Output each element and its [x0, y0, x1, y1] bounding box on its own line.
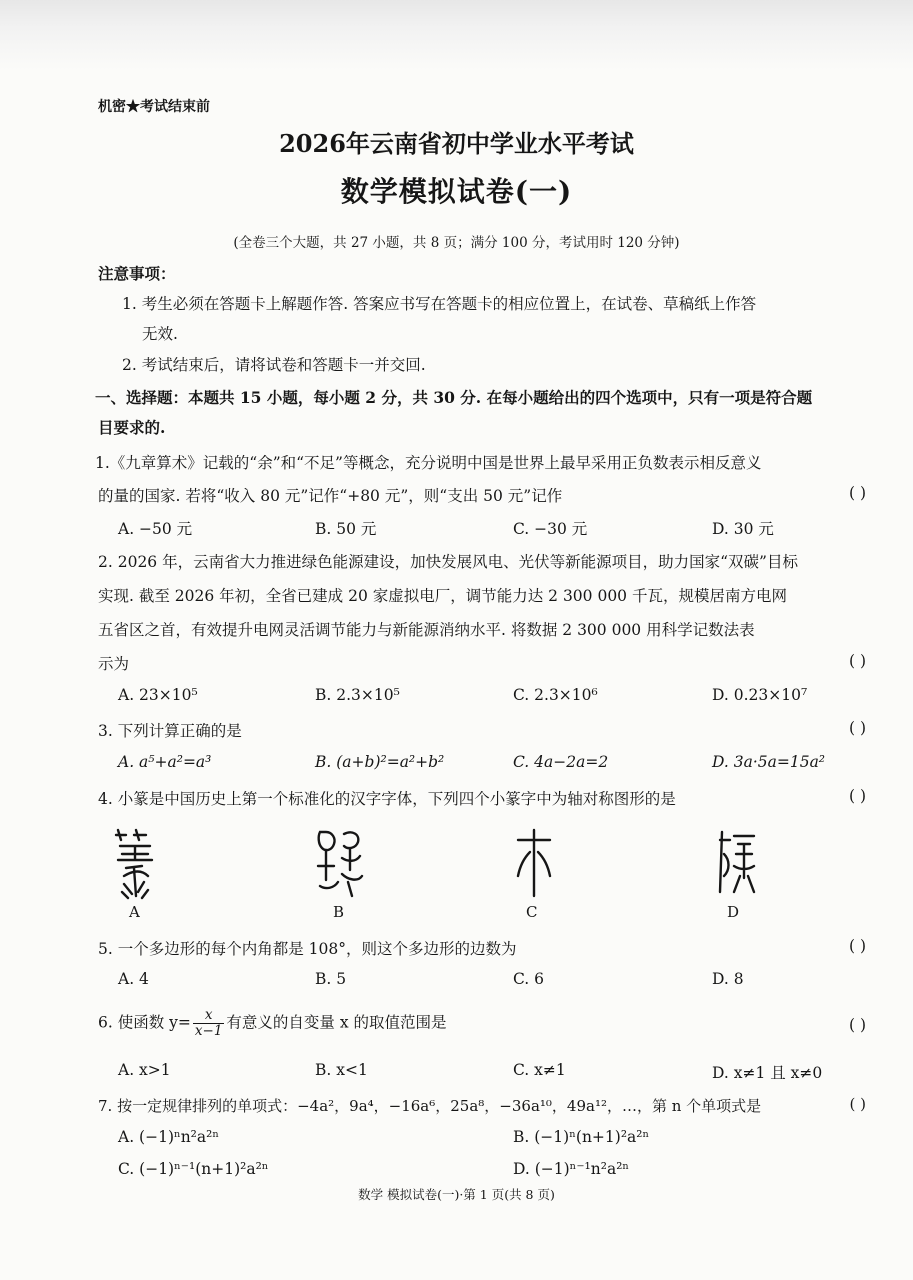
answer-blank-q6: ( )	[848, 1016, 866, 1034]
q4-label-c: C	[526, 903, 538, 921]
q6-fraction-denominator: x−1	[194, 1023, 223, 1039]
question-6-line-1	[98, 1008, 867, 1039]
answer-blank-q3: ( )	[848, 719, 866, 737]
page-top-shadow	[0, 0, 913, 70]
q6-fraction	[193, 1008, 225, 1039]
answer-blank-q1: ( )	[848, 484, 866, 502]
question-2-line-1: 2. 2026 年，云南省大力推进绿色能源建设，加快发展风电、光伏等新能源项目，助力国家“双碳”目标	[98, 553, 798, 571]
exam-subtitle: 数学模拟试卷(一)	[340, 175, 573, 208]
q7-option-b: B. (−1)ⁿ(n+1)²a²ⁿ	[513, 1128, 650, 1146]
q6-option-a: A. x>1	[118, 1061, 171, 1079]
q3-option-b: B. (a+b)²=a²+b²	[315, 753, 445, 771]
question-2-line-4: 示为	[98, 655, 130, 673]
answer-blank-q4: ( )	[848, 787, 866, 805]
q7-option-a: A. (−1)ⁿn²a²ⁿ	[118, 1128, 220, 1146]
answer-blank-q7: ( )	[849, 1095, 866, 1113]
q5-option-a: A. 4	[118, 970, 149, 988]
q5-option-c: C. 6	[513, 970, 545, 988]
notice-item-1-cont: 无效.	[142, 325, 178, 343]
q4-label-d: D	[727, 903, 740, 921]
question-2-line-3: 五省区之首，有效提升电网灵活调节能力与新能源消纳水平. 将数据 2 300 000 用科学记数法表	[98, 621, 755, 639]
page-footer: 数学 模拟试卷(一)·第 1 页(共 8 页)	[358, 1187, 555, 1202]
q3-option-d: D. 3a·5a=15a²	[712, 753, 826, 771]
exam-title: 2026年云南省初中学业水平考试	[279, 129, 634, 158]
seal-script-char-d	[710, 826, 758, 900]
q2-option-b: B. 2.3×10⁵	[315, 686, 400, 704]
exam-info: (全卷三个大题，共 27 小题，共 8 页；满分 100 分，考试用时 120 分钟)	[233, 235, 680, 251]
section-1-heading: 一、选择题：本题共 15 小题，每小题 2 分，共 30 分. 在每小题给出的四个选项中，只有一项是符合题	[95, 388, 813, 407]
q6-prefix: 6. 使函数 y=	[98, 1013, 191, 1032]
q6-option-d: D. x≠1 且 x≠0	[712, 1064, 823, 1082]
q4-label-a: A	[129, 903, 140, 921]
seal-script-char-c	[512, 826, 556, 900]
question-7-line-1: 7. 按一定规律排列的单项式：−4a²，9a⁴，−16a⁶，25a⁸，−36a¹⁰，49a¹²，…，第 n 个单项式是	[98, 1097, 762, 1115]
q2-option-a: A. 23×10⁵	[118, 686, 198, 704]
q4-label-b: B	[333, 903, 345, 921]
q6-option-b: B. x<1	[315, 1061, 368, 1079]
q1-option-b: B. 50 元	[315, 520, 377, 538]
seal-script-char-a	[112, 826, 158, 900]
q7-option-d: D. (−1)ⁿ⁻¹n²a²ⁿ	[513, 1160, 630, 1178]
answer-blank-q2: ( )	[848, 652, 866, 670]
q1-option-a: A. −50 元	[118, 520, 193, 538]
q3-option-a: A. a⁵+a²=a³	[118, 753, 212, 771]
q2-option-c: C. 2.3×10⁶	[513, 686, 598, 704]
q5-option-d: D. 8	[712, 970, 744, 988]
notice-heading: 注意事项：	[98, 264, 176, 283]
question-5-line-1: 5. 一个多边形的每个内角都是 108°，则这个多边形的边数为	[98, 940, 517, 958]
notice-item-2: 2. 考试结束后，请将试卷和答题卡一并交回.	[122, 356, 426, 374]
answer-blank-q5: ( )	[848, 937, 866, 955]
confidential-label: 机密★考试结束前	[98, 99, 210, 115]
question-4-line-1: 4. 小篆是中国历史上第一个标准化的汉字字体，下列四个小篆字中为轴对称图形的是	[98, 790, 676, 808]
notice-item-1: 1. 考生必须在答题卡上解题作答. 答案应书写在答题卡的相应位置上，在试卷、草稿纸上作答	[122, 295, 757, 313]
q7-option-c: C. (−1)ⁿ⁻¹(n+1)²a²ⁿ	[118, 1160, 269, 1178]
q1-option-c: C. −30 元	[513, 520, 588, 538]
q2-option-d: D. 0.23×10⁷	[712, 686, 808, 704]
question-1-line-2: 的量的国家. 若将“收入 80 元”记作“+80 元”，则“支出 50 元”记作	[98, 487, 563, 505]
question-3-line-1: 3. 下列计算正确的是	[98, 722, 242, 740]
q3-option-c: C. 4a−2a=2	[513, 753, 609, 771]
q5-option-b: B. 5	[315, 970, 347, 988]
seal-script-char-b	[314, 826, 366, 900]
q6-fraction-numerator: x	[193, 1008, 225, 1024]
q1-option-d: D. 30 元	[712, 520, 774, 538]
question-1-line-1: 1.《九章算术》记载的“余”和“不足”等概念，充分说明中国是世界上最早采用正负数表示相反意义	[95, 454, 762, 472]
section-1-heading-cont: 目要求的.	[98, 418, 166, 437]
question-2-line-2: 实现. 截至 2026 年初，全省已建成 20 家虚拟电厂，调节能力达 2 300 000 千瓦，规模居南方电网	[98, 587, 787, 605]
q6-suffix: 有意义的自变量 x 的取值范围是	[226, 1013, 447, 1032]
q6-option-c: C. x≠1	[513, 1061, 566, 1079]
